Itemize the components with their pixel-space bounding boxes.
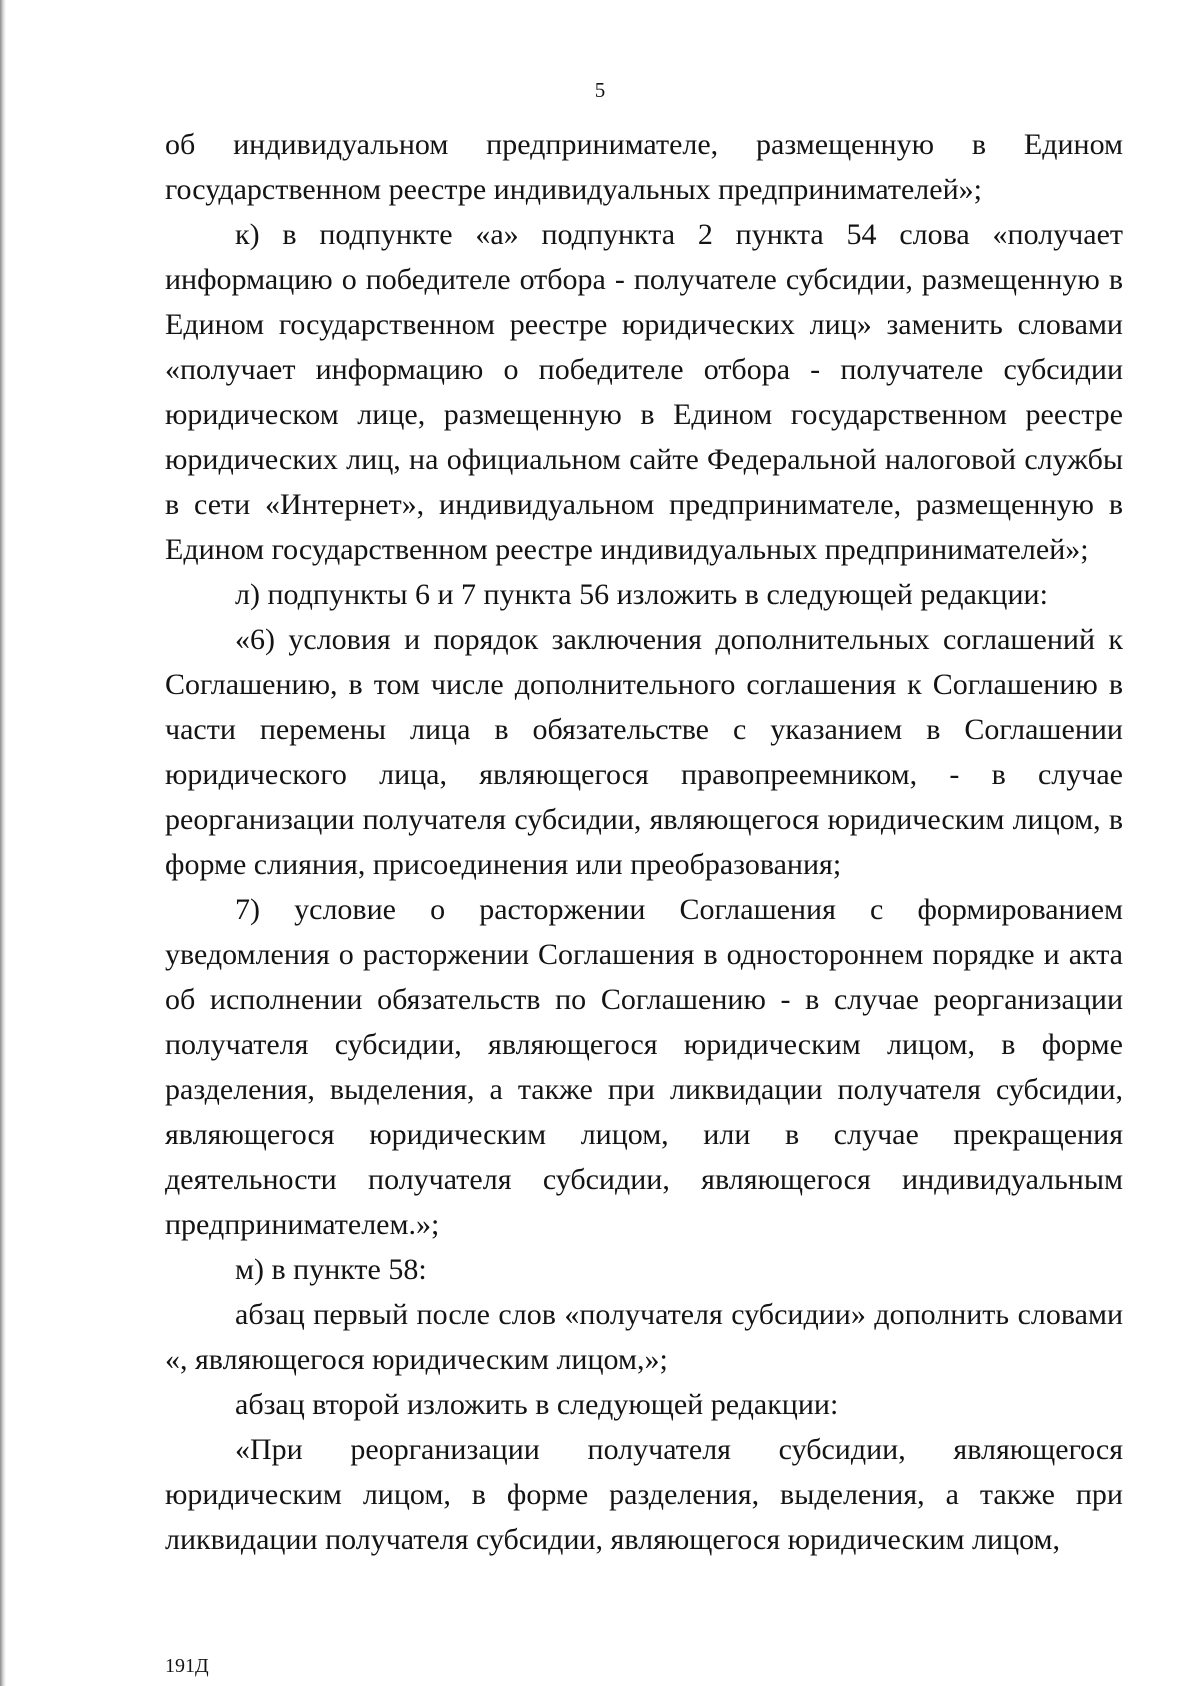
document-body: [165, 122, 1123, 1562]
document-code: 191Д: [165, 1655, 209, 1677]
paragraph-first-abzac: абзац первый после слов «получателя субсидии» дополнить словами «, являющегося юридическим лицом,»;: [165, 1298, 1123, 1376]
paragraph-item-k: к) в подпункте «а» подпункта 2 пункта 54 слова «получает информацию о победителе отбора - получателе субсидии, размещенную в Едином государственном реестре юридических лиц» заменить словами «получает информацию о победителе отбора - получателе субсидии юридическом лице, размещенную в Едином государственном реестре юридических лиц, на официальном сайте Федеральной налоговой службы в сети «Интернет», индивидуальном предпринимателе, размещенную в Едином государственном реестре индивидуальных предпринимателей»;: [165, 218, 1123, 566]
page-number: 5: [594, 78, 606, 102]
paragraph-item-m: м) в пункте 58:: [235, 1253, 427, 1286]
paragraph-continuation: об индивидуальном предпринимателе, размещенную в Едином государственном реестре индивидуальных предпринимателей»;: [165, 128, 1123, 206]
paragraph-subitem-6: «6) условия и порядок заключения дополнительных соглашений к Соглашению, в том числе дополнительного соглашения к Соглашению в части перемены лица в обязательстве с указанием в Соглашении юридического лица, являющегося правопреемником, - в случае реорганизации получателя субсидии, являющегося юридическим лицом, в форме слияния, присоединения или преобразования;: [165, 623, 1123, 881]
scan-edge-shadow: [0, 0, 6, 1686]
paragraph-second-abzac: абзац второй изложить в следующей редакции:: [235, 1388, 839, 1421]
paragraph-new-wording: «При реорганизации получателя субсидии, являющегося юридическим лицом, в форме разделения, выделения, а также при ликвидации получателя субсидии, являющегося юридическим лицом,: [165, 1433, 1123, 1556]
paragraph-item-l: л) подпункты 6 и 7 пункта 56 изложить в следующей редакции:: [235, 578, 1048, 611]
paragraph-subitem-7: 7) условие о расторжении Соглашения с формированием уведомления о расторжении Соглашения в одностороннем порядке и акта об исполнении обязательств по Соглашению - в случае реорганизации получателя субсидии, являющегося юридическим лицом, в форме разделения, выделения, а также при ликвидации получателя субсидии, являющегося юридическим лицом, или в случае прекращения деятельности получателя субсидии, являющегося индивидуальным предпринимателем.»;: [165, 893, 1123, 1241]
